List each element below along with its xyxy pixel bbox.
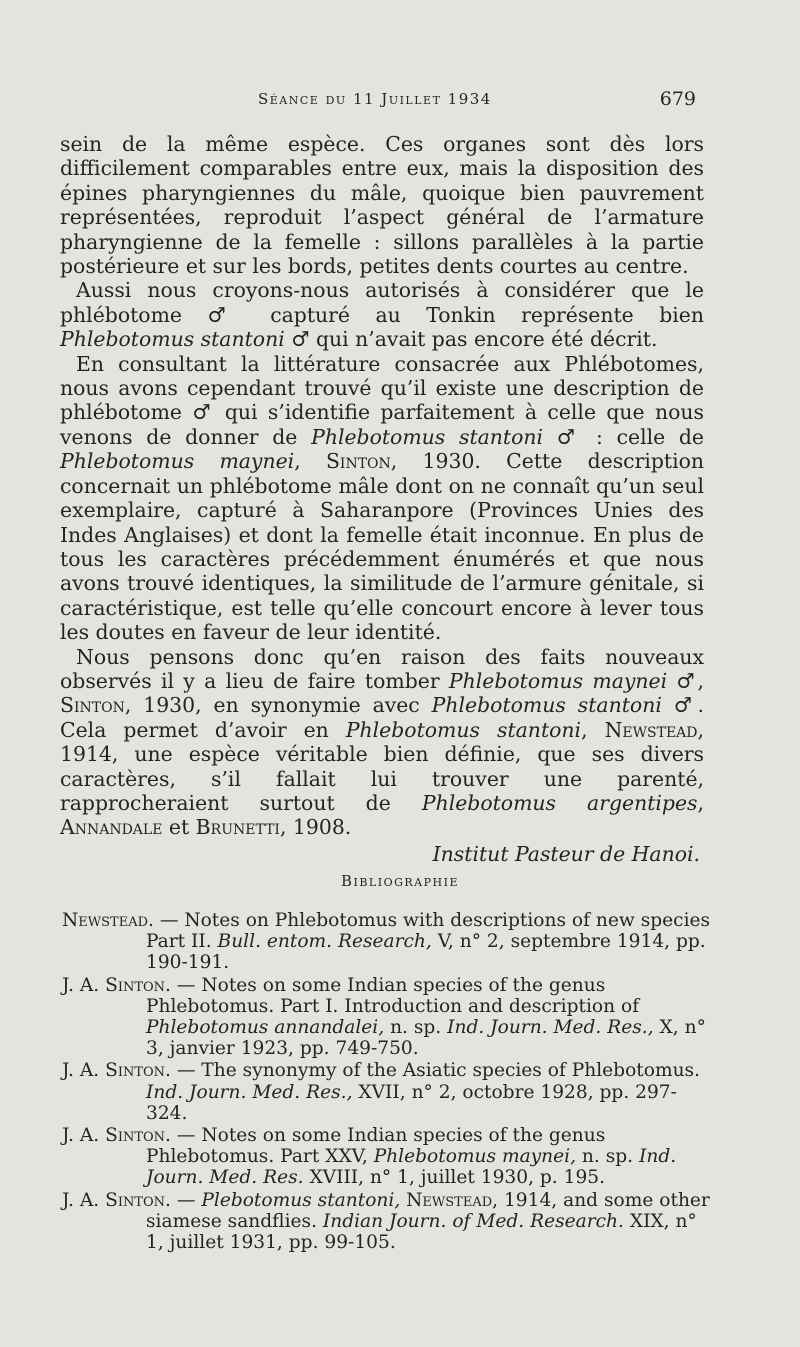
text-run: En consultant la littérature consacrée aux Phlébotomes, nous avons cependant trouvé qu’il existe une description de phlébotome ♂ qui s’identifie parfaitement à celle que nous venons de donner de (60, 351, 704, 449)
text-run: . — Notes on Phlebotomus with descriptions of new species Part II. (146, 910, 711, 953)
author-name: Sinton (105, 1189, 166, 1211)
bibliography-entry (62, 975, 712, 1060)
bibliography-entry (62, 1190, 712, 1254)
italic-text: Phlebotomus stantoni (345, 717, 582, 742)
bibliography-heading: Bibliographie (340, 872, 459, 890)
italic-text: Phlebotomus stantoni (311, 424, 544, 449)
italic-text: Phlebotomus stantoni (431, 693, 662, 718)
paragraph-list (60, 132, 704, 840)
author-name: Annandale (60, 815, 163, 840)
italic-text: Phlebotomus maynei (60, 449, 295, 474)
bibliography-entry (62, 1125, 712, 1189)
text-run: XVII, n° 2, octobre 1928, pp. 297-324. (146, 1081, 677, 1124)
author-name: Sinton (325, 449, 391, 474)
italic-text: Phlebotomus maynei, (373, 1146, 577, 1168)
author-name: Sinton (105, 974, 166, 996)
text-run: , 1914, and some other siamese sandflies. (146, 1189, 710, 1232)
italic-text: Phlebotomus argentipes (421, 790, 698, 815)
text-run: J. A. (62, 974, 106, 996)
author-name: Newstead (406, 1189, 493, 1211)
text-run: , 1930, en synonymie avec (124, 693, 432, 718)
institution-signature: Institut Pasteur de Hanoi. (432, 841, 700, 866)
text-run: , 1908. (279, 815, 352, 840)
text-run: J. A. (62, 1125, 106, 1147)
text-run: XVIII, n° 1, juillet 1930, p. 195. (303, 1167, 606, 1189)
text-run: . — The synonymy of the Asiatic species of Phlebotomus. (165, 1060, 701, 1082)
paragraph (60, 645, 704, 840)
italic-text: Ind. Journ. Med. Res. (146, 1146, 677, 1189)
italic-text: Ind. Journ. Med. Res., (447, 1017, 654, 1039)
text-run: n. sp. (384, 1017, 448, 1039)
author-name: Sinton (105, 1060, 166, 1082)
text-run: ♂. Cela permet d’avoir en (60, 693, 704, 742)
paragraph (60, 278, 704, 351)
text-run: n. sp. (576, 1146, 639, 1168)
text-run: , (294, 449, 326, 474)
paragraph (60, 352, 704, 645)
text-run: X, n° 3, janvier 1923, pp. 749-750. (146, 1017, 706, 1060)
author-name: Sinton (105, 1125, 166, 1147)
header-title: Séance du 11 Juillet 1934 (258, 90, 492, 108)
text-run: Nous pensons donc qu’en raison des faits nouveaux observés il y a lieu de faire tomber (60, 644, 704, 693)
text-run: J. A. (62, 1060, 106, 1082)
italic-text: Indian Journ. of Med. Research. (322, 1210, 624, 1232)
article-body (60, 132, 704, 866)
text-run: . — (165, 1189, 202, 1211)
text-run: , (697, 790, 704, 815)
page-number: 679 (659, 88, 696, 110)
text-run: J. A. (62, 1189, 106, 1211)
bibliography-entry (62, 1060, 712, 1124)
italic-text: Ind. Journ. Med. Res., (146, 1081, 353, 1103)
author-name: Sinton (60, 693, 125, 718)
italic-text: Phlebotomus annandalei, (146, 1017, 385, 1039)
text-run: ♂ : celle de (543, 424, 705, 449)
text-run: . — Notes on some Indian species of the genus Phlebotomus. Part XXV, (146, 1125, 606, 1168)
bibliography-entry (62, 910, 712, 974)
text-run: , (581, 717, 605, 742)
text-run: Aussi nous croyons-nous autorisés à considérer que le phlébotome ♂ capturé au Tonkin représente bien (60, 278, 704, 327)
text-run: V, n° 2, septembre 1914, pp. 190-191. (146, 931, 706, 974)
italic-text: Phlebotomus maynei (448, 668, 668, 693)
text-run: ♂, (667, 668, 704, 693)
running-header (0, 88, 800, 114)
text-run: , 1930. Cette description concernait un phlébotome mâle dont on ne connaît qu’un seul exemplaire, capturé à Saharanpore (Provinces Unies des Indes Anglaises) et dont la femelle était inconnue. En plus de tous les caractères précédemment énumérés et que nous avons trouvé identiques, la similitude de l’armure génitale, si caractéristique, est telle qu’elle concourt encore à lever tous les doutes en faveur de leur identité. (60, 449, 705, 645)
bibliography-list (62, 910, 712, 1254)
author-name: Newstead (604, 717, 698, 742)
italic-text: Plebotomus stantoni, (201, 1189, 401, 1211)
author-name: Brunetti (195, 815, 280, 840)
text-run: . — Notes on some Indian species of the genus Phlebotomus. Part I. Introduction and description of (146, 974, 640, 1017)
paragraph (60, 132, 704, 278)
text-run: XIX, n° 1, juillet 1931, pp. 99-105. (146, 1210, 697, 1254)
text-run: ♂ qui n’avait pas encore été décrit. (284, 327, 658, 352)
text-run: , 1914, une espèce véritable bien définie, que ses divers caractères, s’il fallait lui trouver une parenté, rapprocheraient surtout de (60, 717, 704, 815)
text-run: et (162, 815, 196, 840)
author-name: Newstead (62, 910, 148, 931)
text-run: sein de la même espèce. Ces organes sont dès lors difficilement comparables entre eux, mais la disposition des épines pharyngiennes du mâle, quoique bien pauvrement représentées, reproduit l’aspect général de l’armature pharyngienne de la femelle : sillons parallèles à la partie postérieure et sur les bords, petites dents courtes au centre. (60, 132, 704, 279)
italic-text: Phlebotomus stantoni (60, 327, 285, 352)
italic-text: Bull. entom. Research, (217, 931, 432, 953)
